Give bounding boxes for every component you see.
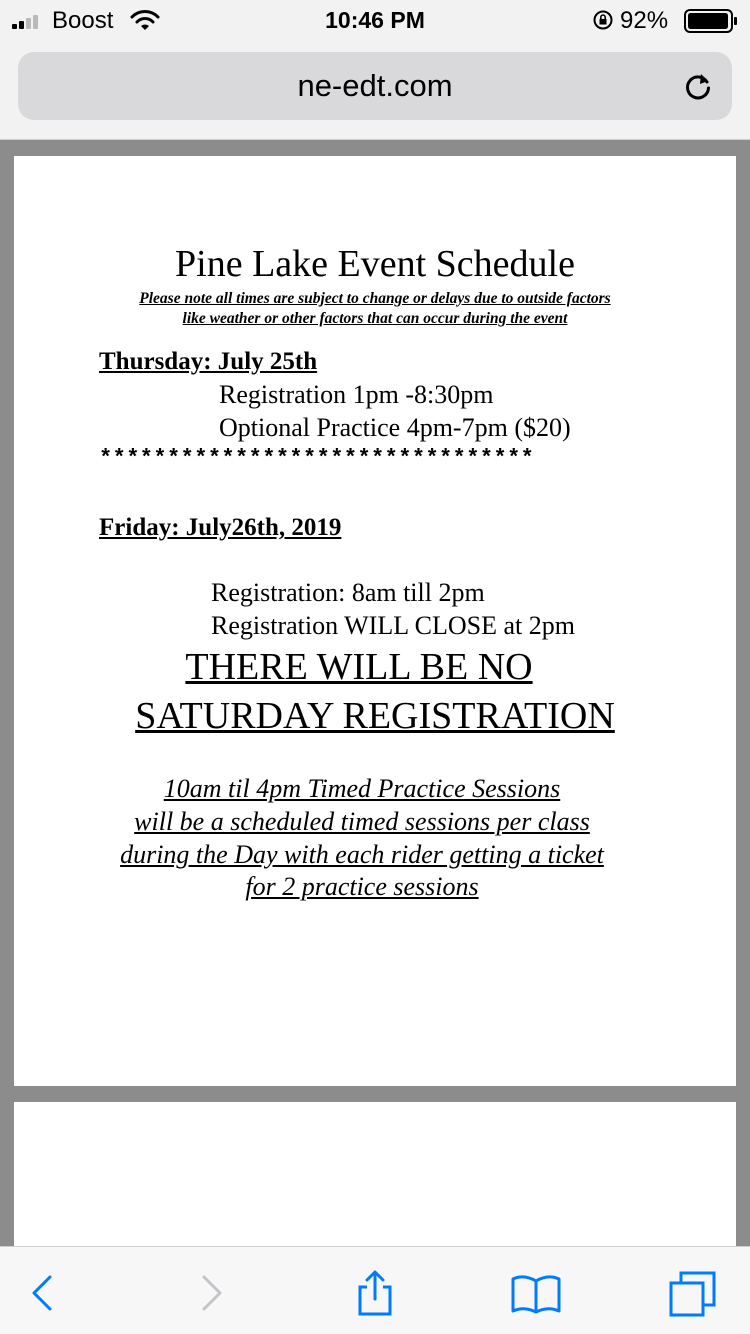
friday-schedule-line: Registration: 8am till 2pm bbox=[211, 578, 485, 607]
practice-info-line: during the Day with each rider getting a ticket bbox=[120, 840, 604, 869]
forward-icon[interactable] bbox=[188, 1269, 232, 1317]
practice-info-line: 10am til 4pm Timed Practice Sessions bbox=[163, 774, 561, 803]
share-icon[interactable] bbox=[353, 1269, 397, 1317]
orientation-lock-icon bbox=[592, 9, 614, 31]
document-title: Pine Lake Event Schedule bbox=[175, 243, 575, 285]
battery-percentage: 92% bbox=[620, 7, 669, 34]
no-saturday-notice: THERE WILL BE NO bbox=[185, 646, 533, 688]
status-bar bbox=[0, 0, 750, 40]
separator-line: ******************************** bbox=[99, 446, 535, 471]
friday-heading: Friday: July26th, 2019 bbox=[99, 514, 342, 541]
thursday-schedule-line: Registration 1pm -8:30pm bbox=[219, 380, 494, 409]
back-icon[interactable] bbox=[22, 1269, 66, 1317]
reload-icon[interactable] bbox=[681, 70, 715, 104]
status-time: 10:46 PM bbox=[325, 7, 425, 33]
bookmarks-icon[interactable] bbox=[510, 1269, 562, 1317]
document-page-next bbox=[14, 1102, 736, 1252]
browser-toolbar bbox=[0, 1246, 750, 1334]
friday-schedule-line: Registration WILL CLOSE at 2pm bbox=[211, 611, 575, 640]
thursday-schedule-line: Optional Practice 4pm-7pm ($20) bbox=[219, 413, 571, 442]
browser-address-area bbox=[0, 40, 750, 140]
carrier-name: Boost bbox=[52, 7, 114, 34]
practice-info-line: will be a scheduled timed sessions per class bbox=[134, 807, 590, 836]
battery-icon bbox=[684, 9, 738, 33]
tabs-icon[interactable] bbox=[668, 1269, 718, 1317]
url-text[interactable]: ne-edt.com bbox=[297, 68, 453, 103]
disclaimer-line: like weather or other factors that can occur during the event bbox=[182, 310, 568, 327]
no-saturday-notice: SATURDAY REGISTRATION bbox=[135, 695, 615, 737]
disclaimer-line: Please note all times are subject to change or delays due to outside factors bbox=[139, 290, 611, 307]
thursday-heading: Thursday: July 25th bbox=[99, 348, 318, 375]
practice-info-line: for 2 practice sessions bbox=[245, 872, 479, 901]
document-page bbox=[14, 156, 736, 1086]
address-bar[interactable] bbox=[18, 52, 732, 120]
